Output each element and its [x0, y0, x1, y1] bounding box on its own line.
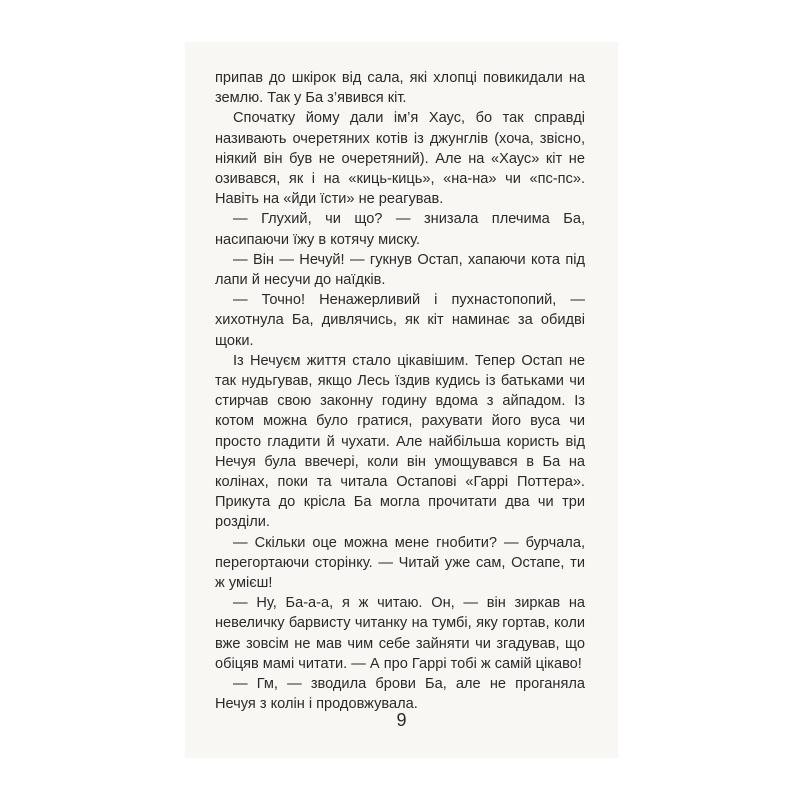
paragraph-9: — Гм, — зводила брови Ба, але не проганяла Нечуя з колін і продовжувала.: [215, 676, 585, 713]
paragraph-6: Із Нечуєм життя стало цікавішим. Тепер Остап не так нудьгував, якщо Лесь їздив кудись із батьками чи стирчав свою законну годину вдома з айпадом. Із котом можна було гратися, рахувати його вуса чи просто гладити й чухати. Але найбільша користь від Нечуя була ввечері, коли він умощувався в Ба на колінах, поки та читала Остапові «Гаррі Поттера». Прикута до крісла Ба могла прочитати два чи три розділи.: [215, 352, 585, 531]
paragraph-4: — Він — Нечуй! — гукнув Остап, хапаючи кота під лапи й несучи до наїдків.: [215, 251, 585, 289]
paragraph-2: Спочатку йому дали ім’я Хаус, бо так справді називають очеретяних котів із джунглів (хоча, звісно, ніякий він був не очеретяний). Але на «Хаус» кіт не озивався, як і на «киць-киць», «на-на» чи «пс-пс». Навіть на «йди їсти» не реагував.: [215, 110, 585, 208]
page-text: [215, 68, 585, 715]
paragraph-5: — Точно! Ненажерливий і пухнастопопий, — хихотнула Ба, дивлячись, як кіт наминає за обидві щоки.: [215, 292, 585, 349]
page-number: 9: [396, 710, 407, 730]
paragraph-8: — Ну, Ба-а-а, я ж читаю. Он, — він зиркав на невеличку барвисту читанку на тумбі, яку гортав, коли вже зовсім не мав чим себе зайняти чи згадував, що обіцяв мамі читати. — А про Гаррі тобі ж самій цікаво!: [215, 595, 585, 672]
book-page: [185, 42, 618, 758]
paragraph-7: — Скільки оце можна мене гнобити? — бурчала, перегортаючи сторінку. — Читай уже сам, Остапе, ти ж умієш!: [215, 534, 585, 592]
paragraph-3: — Глухий, чи що? — знизала плечима Ба, насипаючи їжу в котячу миску.: [215, 211, 585, 248]
paragraph-1: припав до шкірок від сала, які хлопці повикидали на землю. Так у Ба з’явився кіт.: [215, 70, 585, 107]
